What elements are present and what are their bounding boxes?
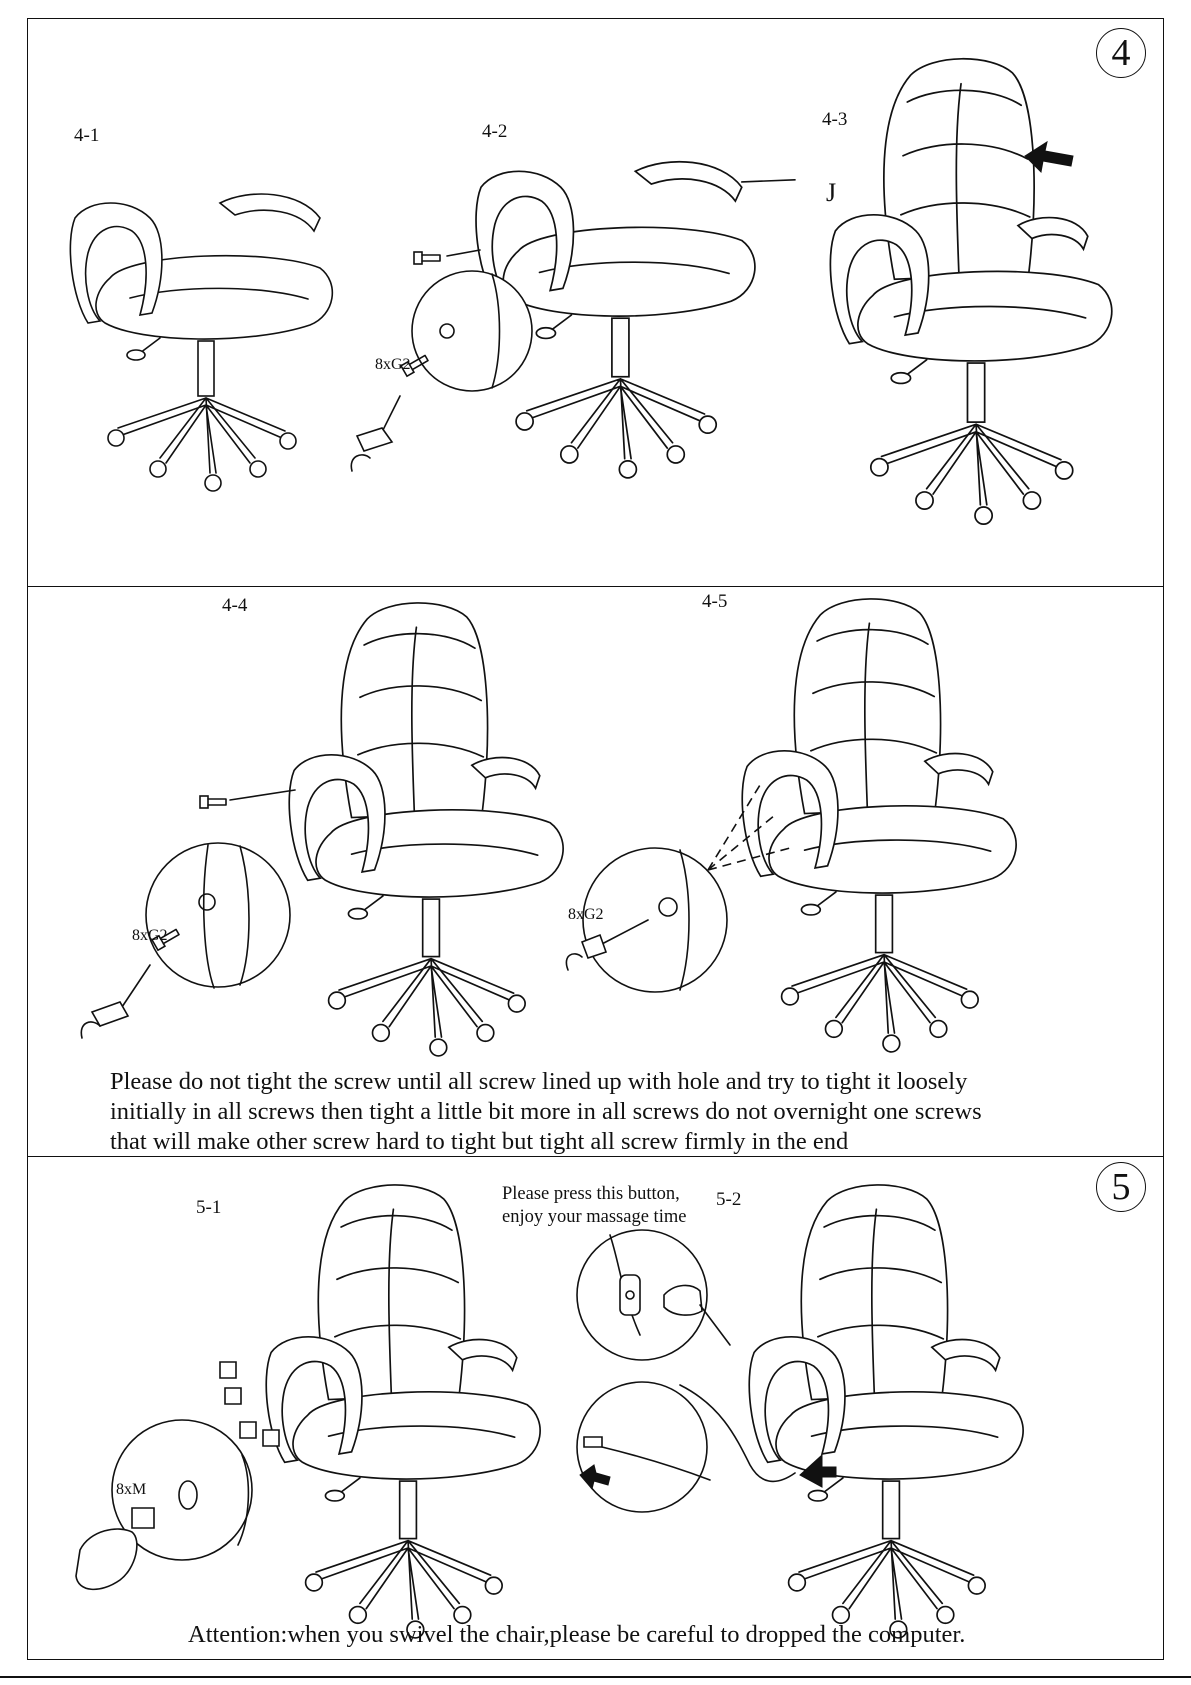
circled-number-icon: 4 (1111, 32, 1131, 74)
note-line: that will make other screw hard to tight but tight all screw firmly in the end (110, 1128, 849, 1155)
figure-5-1-chair (262, 1180, 552, 1640)
note-line: Please do not tight the screw until all screw lined up with hole and try to tight it loosely (110, 1068, 968, 1095)
figure-5-1-detail (70, 1350, 280, 1610)
attention-note: Attention:when you swivel the chair,please be careful to dropped the computer. (188, 1621, 966, 1648)
arrow-icon (1025, 142, 1075, 178)
figure-4-5-detail (560, 780, 810, 1000)
figure-4-3-chair-with-back (830, 50, 1120, 530)
figure-label-4-3: 4-3 (822, 109, 848, 130)
circled-number-icon: 5 (1111, 1166, 1131, 1208)
section-divider (27, 586, 1164, 587)
figure-5-2-detail (560, 1225, 840, 1515)
part-label-j: J (826, 178, 837, 207)
figure-label-4-2: 4-2 (482, 121, 508, 142)
figure-4-4-detail (80, 790, 300, 1040)
part-count-5-1: 8xM (116, 1481, 147, 1498)
figure-4-1-chair-seat (70, 168, 360, 508)
magnifier-detail-icon (412, 271, 532, 391)
magnifier-detail-icon (583, 848, 727, 992)
screw-tightening-note (110, 1067, 1110, 1157)
page-bottom-rule (0, 1676, 1191, 1678)
thumbs-up-hand-icon (76, 1529, 137, 1589)
massage-button-callout (502, 1183, 686, 1229)
part-count-4-2: 8xG2 (375, 356, 411, 373)
figure-label-4-5: 4-5 (702, 591, 728, 612)
callout-line: enjoy your massage time (502, 1207, 687, 1227)
figure-4-4-chair (285, 598, 575, 1058)
figure-label-5-1: 5-1 (196, 1197, 222, 1218)
part-count-4-4: 8xG2 (132, 927, 168, 944)
note-line: initially in all screws then tight a little bit more in all screws do not overnight one screws (110, 1098, 982, 1125)
step-5-badge (1096, 1162, 1146, 1212)
figure-label-4-4: 4-4 (222, 595, 248, 616)
figure-label-5-2: 5-2 (716, 1189, 742, 1210)
part-count-4-5: 8xG2 (568, 906, 604, 923)
magnifier-detail-icon (146, 843, 290, 987)
callout-line: Please press this button, (502, 1184, 680, 1204)
figure-label-4-1: 4-1 (74, 125, 100, 146)
